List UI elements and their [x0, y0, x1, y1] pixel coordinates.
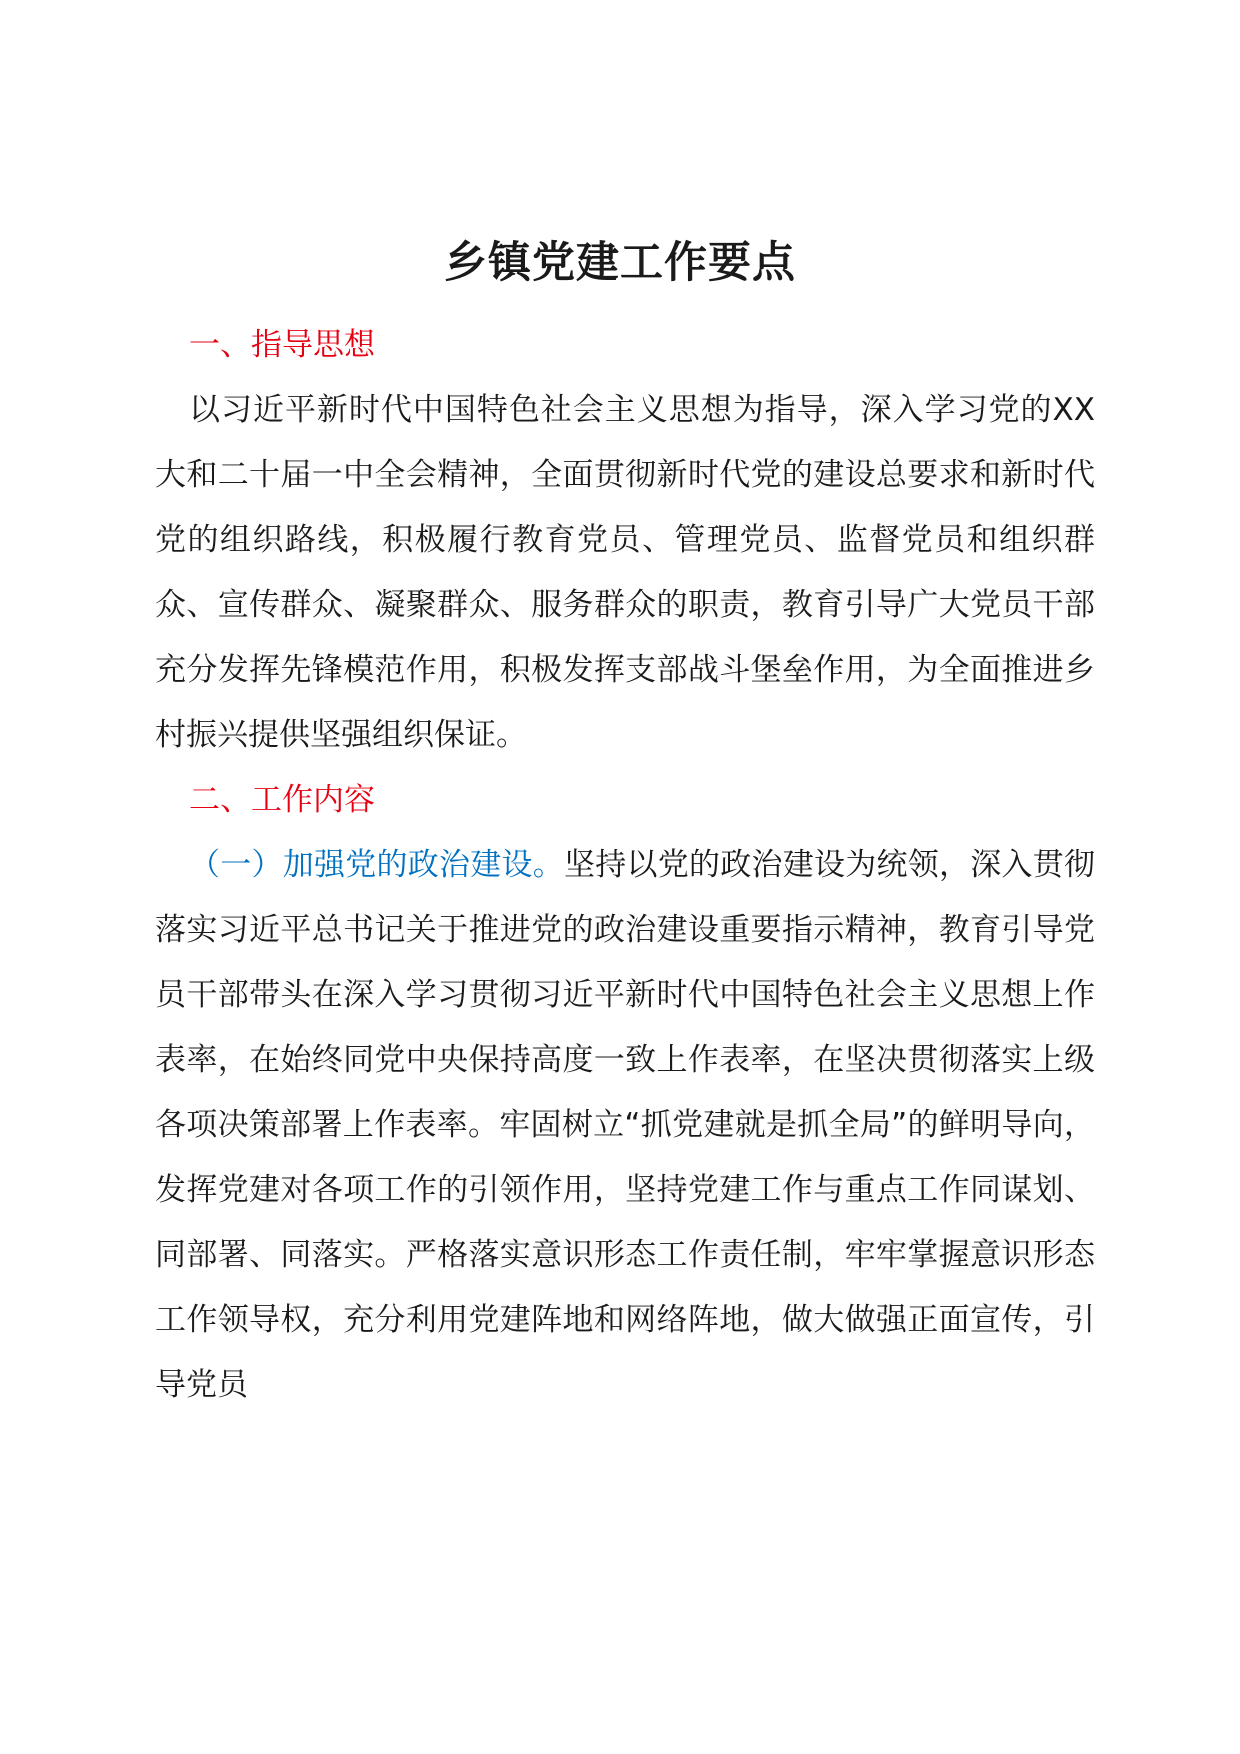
document-title: 乡镇党建工作要点 — [444, 238, 796, 288]
subsection-heading-political-building: （一）加强党的政治建设。 — [189, 847, 564, 883]
document-body — [155, 313, 1095, 1418]
subsection-text-political-building: 坚持以党的政治建设为统领，深入贯彻落实习近平总书记关于推进党的政治建设重要指示精神，教育引导党员干部带头在深入学习贯彻习近平新时代中国特色社会主义思想上作表率，在始终同党中央保持高度一致上作表率，在坚决贯彻落实上级各项决策部署上作表率。牢固树立“抓党建就是抓全局”的鲜明导向，发挥党建对各项工作的引领作用，坚持党建工作与重点工作同谋划、同部署、同落实。严格落实意识形态工作责任制，牢牢掌握意识形态工作领导权，充分利用党建阵地和网络阵地，做大做强正面宣传，引导党员 — [155, 847, 1095, 1403]
section-paragraph-political-building — [155, 833, 1095, 1418]
section-heading-work-content: 二、工作内容 — [189, 782, 375, 818]
section-paragraph-guiding-ideology: 以习近平新时代中国特色社会主义思想为指导，深入学习党的XX大和二十届一中全会精神，全面贯彻新时代党的建设总要求和新时代党的组织路线，积极履行教育党员、管理党员、监督党员和组织群众、宣传群众、凝聚群众、服务群众的职责，教育引导广大党员干部充分发挥先锋模范作用，积极发挥支部战斗堡垒作用，为全面推进乡村振兴提供坚强组织保证。 — [155, 392, 1095, 753]
section-heading-guiding-ideology: 一、指导思想 — [189, 327, 375, 363]
